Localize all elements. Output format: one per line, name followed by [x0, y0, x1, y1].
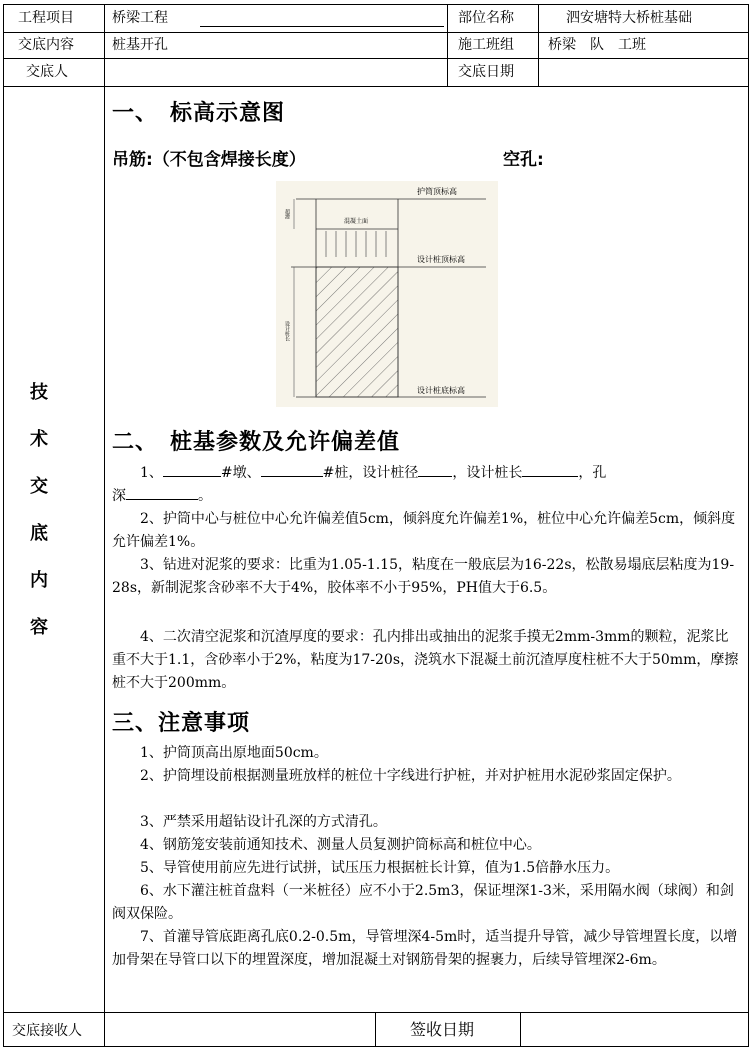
hole-depth-blank[interactable] [126, 499, 198, 500]
param-4: 4、二次清空泥浆和沉渣厚度的要求：孔内排出或抽出的泥浆手摸无2mm-3mm的颗粒，泥浆比重不大于1.1，含砂率小于2%，粘度为17-20s，浇筑水下混凝土前沉渣厚度柱桩不大于50mm，摩擦桩不大于200mm。 [112, 629, 739, 691]
side-title-char-5: 内 [30, 570, 48, 591]
elevation-diagram-drawing [276, 181, 498, 407]
part-value: 泗安塘特大桥桩基础 [566, 10, 692, 26]
param1-pier: #墩、 [220, 465, 261, 481]
label-concrete-surface: 混凝土面 [344, 218, 369, 225]
label-design-pile-bottom: 设计桩底标高 [417, 386, 465, 395]
note-4: 4、钢筋笼安装前通知技术、测量人员复测护筒标高和桩位中心。 [140, 837, 541, 853]
note-5: 5、导管使用前应先进行试拼，试压压力根据桩长计算，值为1.5倍静水压力。 [140, 860, 620, 876]
section2-title: 二、 桩基参数及允许偏差值 [112, 430, 401, 455]
table-border-left [3, 4, 4, 1047]
note-6: 6、水下灌注桩首盘料（一米桩径）应不小于2.5m3，保证埋深1-3米，采用隔水阀（球阀）和剑阀双保险。 [112, 883, 734, 922]
content-label: 交底内容 [18, 37, 74, 53]
footer-mid-divider [375, 1012, 376, 1046]
param1-length: ，设计桩长 [452, 465, 523, 481]
param1-prefix: 1、 [140, 465, 163, 481]
param1-hole: ，孔 [578, 465, 607, 481]
project-label: 工程项目 [18, 10, 74, 26]
elevation-diagram [276, 181, 498, 407]
param-line-1 [112, 462, 742, 485]
label-over-pour: 超灌 [284, 209, 290, 219]
project-value: 桥梁工程 [112, 10, 168, 26]
team-value: 桥梁 队 工班 [548, 37, 646, 53]
team-label: 施工班组 [458, 37, 514, 53]
footer-right-divider [520, 1012, 521, 1046]
content-value: 桩基开孔 [112, 37, 168, 53]
table-border-right [748, 4, 749, 1047]
param1-depth: 深 [112, 488, 126, 504]
date-label: 交底日期 [458, 64, 514, 80]
table-border-top [3, 4, 749, 5]
table-border-bottom [3, 1046, 749, 1047]
label-design-length: 设计桩长 [284, 321, 290, 341]
side-title-char-2: 术 [30, 429, 48, 450]
side-title-char-1: 技 [30, 382, 48, 403]
label-column-divider [104, 4, 105, 1047]
note-3: 3、严禁采用超钻设计孔深的方式清孔。 [140, 814, 387, 830]
param-3: 3、钻进对泥浆的要求：比重为1.05-1.15，粘度在一般底层为16-22s，松散易塌底层粘度为19-28s，新制泥浆含砂率不大于4%，胶体率不小于95%，PH值大于6.5。 [112, 557, 735, 596]
header-mid-divider [447, 4, 448, 86]
pile-length-blank[interactable] [522, 476, 578, 477]
label-casing-top: 护筒顶标高 [417, 187, 457, 196]
row-divider-4 [3, 1012, 749, 1013]
project-value-underline [200, 26, 444, 27]
pier-number-blank[interactable] [163, 476, 221, 477]
param1-pile: #桩，设计桩径 [322, 465, 419, 481]
pile-number-blank[interactable] [261, 476, 323, 477]
side-title-char-4: 底 [30, 523, 48, 544]
row-divider-1 [3, 32, 749, 33]
note-7: 7、首灌导管底距离孔底0.2-0.5m，导管埋深4-5m时，适当提升导管，减少导管埋置长度，以增加骨架在导管口以下的埋置深度，增加混凝土对钢筋骨架的握裹力，后续导管埋深2-6m。 [112, 929, 738, 968]
note-1: 1、护筒顶高出原地面50cm。 [140, 745, 328, 761]
section3-title: 三、注意事项 [112, 711, 251, 736]
part-label: 部位名称 [458, 10, 514, 26]
hole-label: 空孔: [503, 150, 544, 170]
section1-title: 一、 标高示意图 [112, 101, 286, 126]
row-divider-3 [3, 86, 749, 87]
person-label: 交底人 [26, 64, 68, 80]
pile-diameter-blank[interactable] [418, 476, 452, 477]
receiver-label: 交底接收人 [12, 1023, 82, 1039]
param-line-1-cont [112, 485, 742, 508]
param-2: 2、护筒中心与桩位中心允许偏差值5cm，倾斜度允许偏差1%，桩位中心允许偏差5cm，倾斜度允许偏差1%。 [112, 511, 736, 550]
side-title-char-3: 交 [30, 476, 48, 497]
label-design-pile-top: 设计桩顶标高 [417, 255, 465, 264]
side-title-char-6: 容 [30, 617, 48, 638]
row-divider-2 [3, 58, 749, 59]
note-2: 2、护筒埋设前根据测量班放样的桩位十字线进行护桩，并对护桩用水泥砂浆固定保护。 [140, 768, 681, 784]
sign-date-label: 签收日期 [410, 1020, 475, 1039]
param1-end: 。 [198, 488, 212, 504]
rebar-label: 吊筋:（不包含焊接长度） [112, 150, 306, 170]
header-right-divider [538, 4, 539, 86]
